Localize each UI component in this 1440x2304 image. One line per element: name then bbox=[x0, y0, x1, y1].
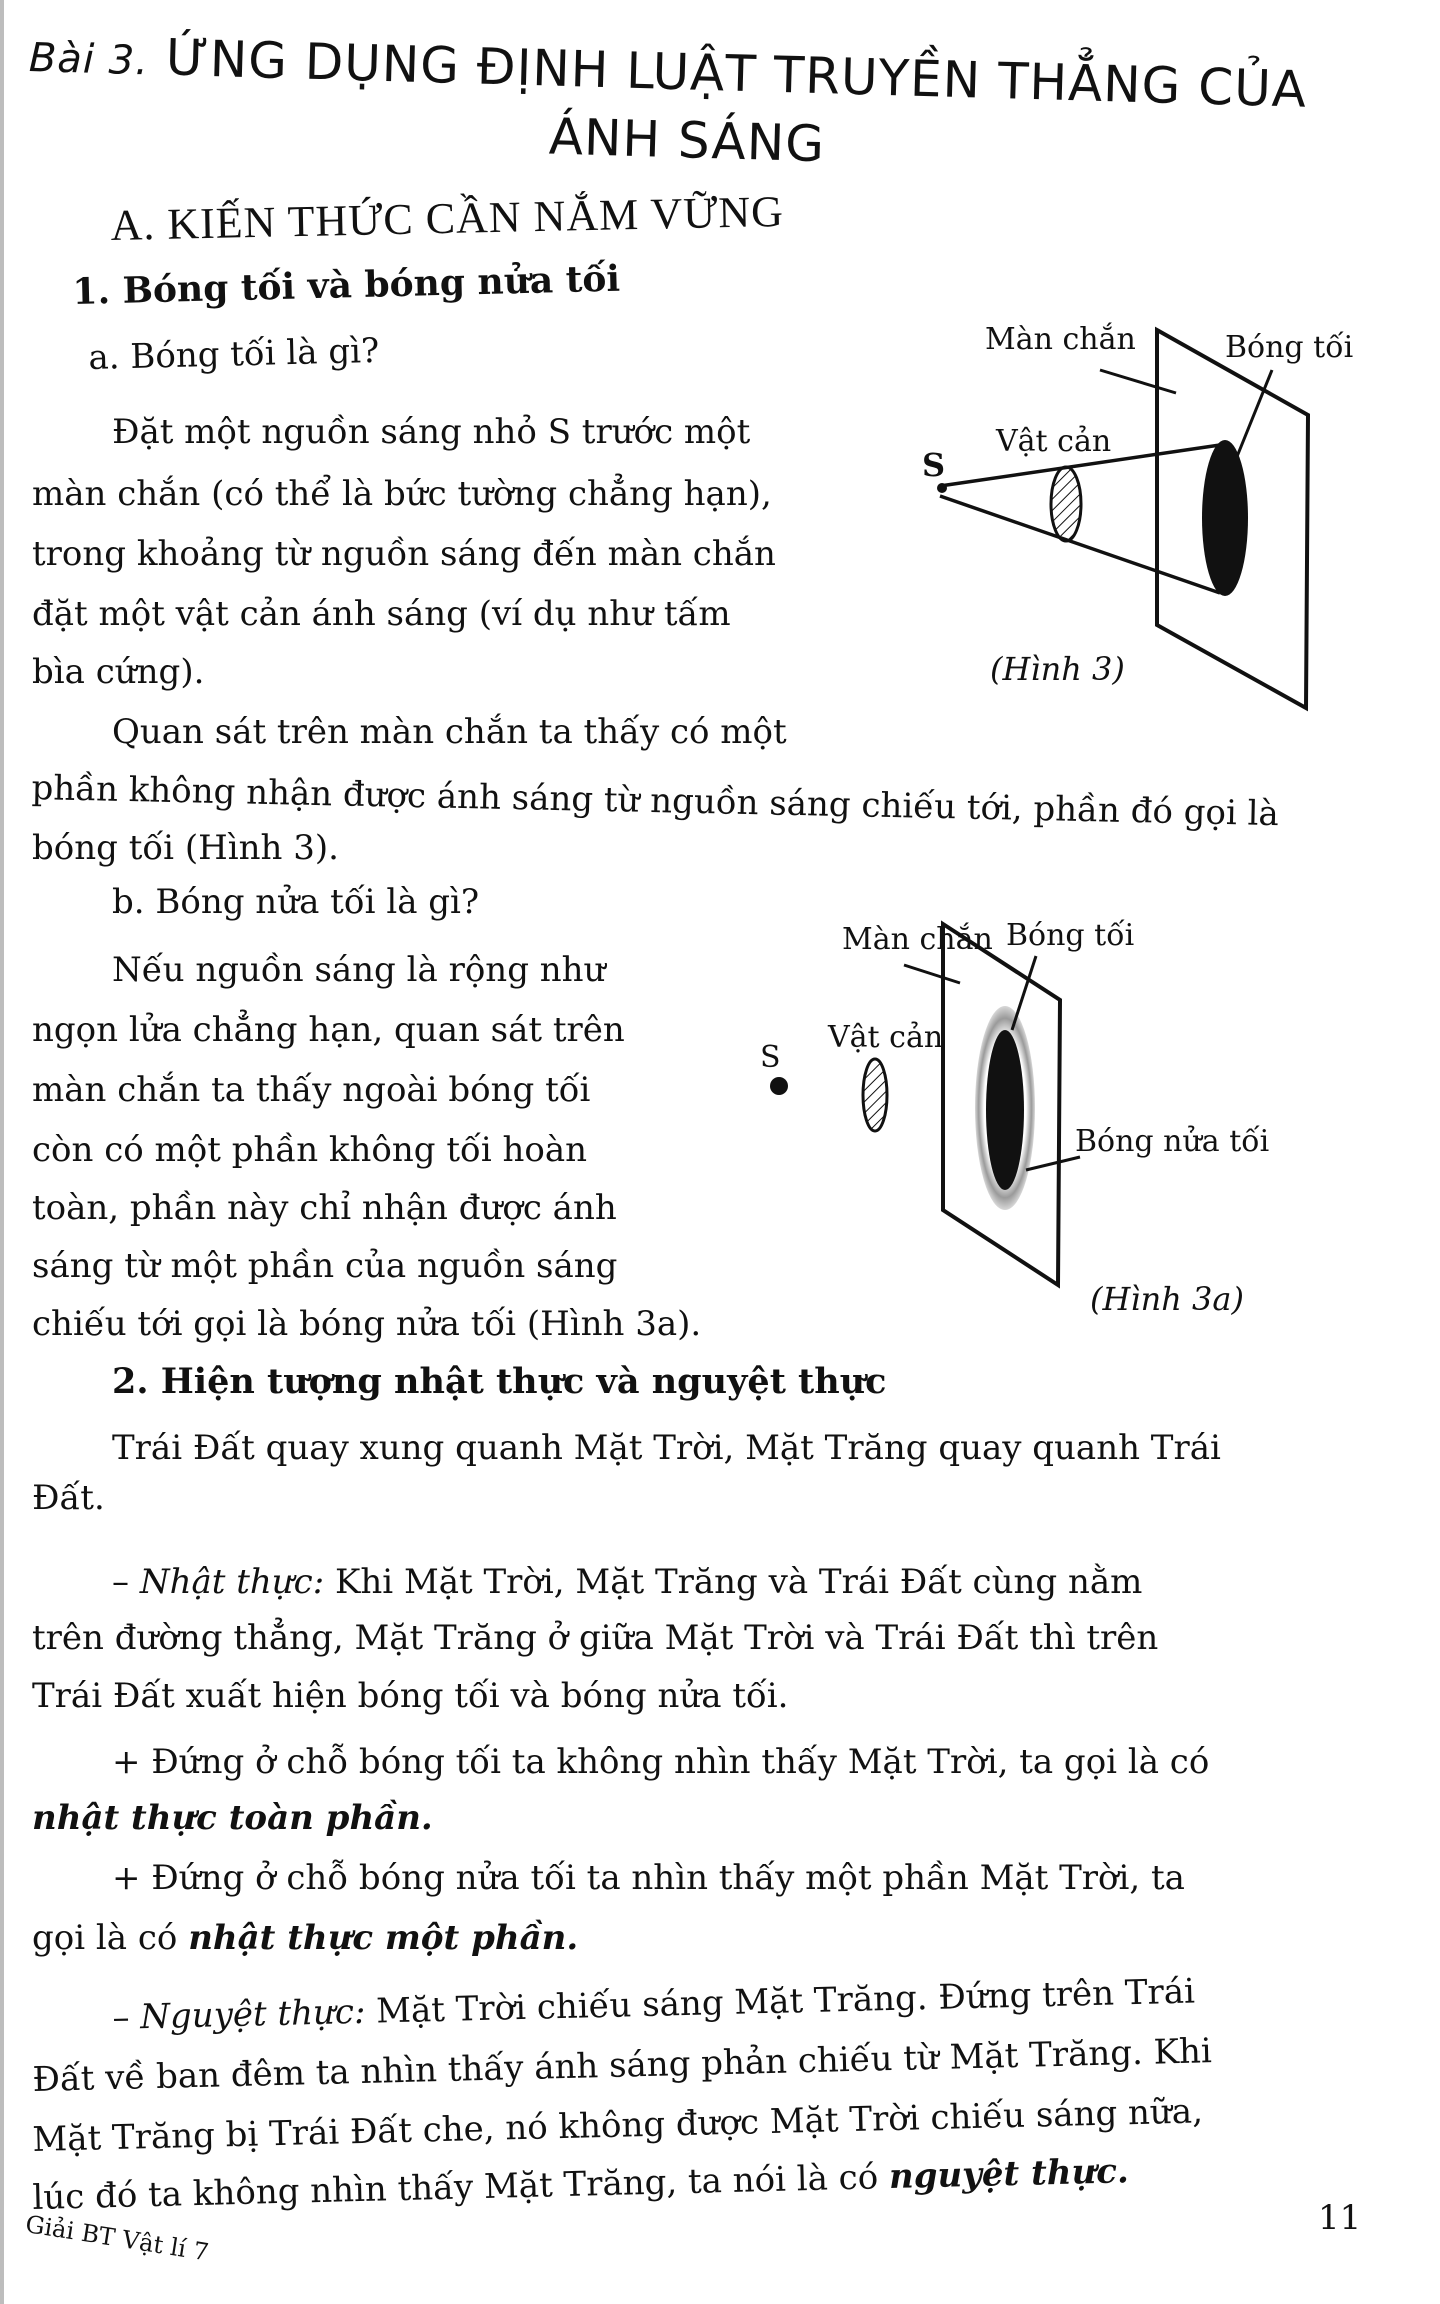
para-line: Trái Đất quay xung quanh Mặt Trời, Mặt Trăng quay quanh Trái bbox=[112, 1428, 1221, 1468]
para-line: Trái Đất xuất hiện bóng tối và bóng nửa tối. bbox=[32, 1676, 789, 1716]
para-line: – Nhật thực: Khi Mặt Trời, Mặt Trăng và Trái Đất cùng nằm bbox=[112, 1562, 1143, 1602]
para-line: sáng từ một phần của nguồn sáng bbox=[32, 1246, 618, 1286]
label-screen: Màn chắn bbox=[842, 922, 993, 957]
label-penumbra: Bóng nửa tối bbox=[1075, 1124, 1270, 1159]
question-a: a. Bóng tối là gì? bbox=[88, 330, 380, 378]
para-line: bìa cứng). bbox=[32, 652, 205, 692]
title-line-1: ỨNG DỤNG ĐỊNH LUẬT TRUYỀN THẲNG CỦA bbox=[165, 28, 1308, 119]
para-line: ngọn lửa chẳng hạn, quan sát trên bbox=[32, 1010, 625, 1050]
term-total-eclipse: nhật thực toàn phần. bbox=[32, 1798, 433, 1838]
page-number: 11 bbox=[1318, 2198, 1362, 2238]
para-line: Đất về ban đêm ta nhìn thấy ánh sáng phản chiếu từ Mặt Trăng. Khi bbox=[32, 2031, 1213, 2100]
part2-heading: 2. Hiện tượng nhật thực và nguyệt thực bbox=[112, 1361, 887, 1402]
para-line: bóng tối (Hình 3). bbox=[32, 828, 339, 868]
label-obstacle: Vật cản bbox=[828, 1020, 944, 1055]
book-title-footer: Giải BT Vật lí 7 bbox=[23, 2210, 211, 2267]
para-line: Đất. bbox=[32, 1478, 105, 1518]
title-line-2: ÁNH SÁNG bbox=[548, 107, 826, 174]
figure-3-caption: (Hình 3) bbox=[990, 650, 1125, 688]
label-obstacle: Vật cản bbox=[996, 424, 1112, 459]
lesson-title bbox=[26, 22, 1409, 192]
para-line: màn chắn (có thể là bức tường chẳng hạn), bbox=[32, 474, 772, 514]
term-solar-eclipse: Nhật thực: bbox=[139, 1562, 325, 1602]
term-lunar-eclipse-end: nguyệt thực. bbox=[888, 2151, 1130, 2198]
term-partial-eclipse: nhật thực một phần. bbox=[188, 1918, 579, 1958]
label-umbra: Bóng tối bbox=[1225, 330, 1354, 365]
para-line: màn chắn ta thấy ngoài bóng tối bbox=[32, 1070, 591, 1110]
para-line: Nếu nguồn sáng là rộng như bbox=[112, 950, 606, 990]
para-line: phần không nhận được ánh sáng từ nguồn sáng chiếu tới, phần đó gọi là bbox=[31, 768, 1280, 835]
para-line: lúc đó ta không nhìn thấy Mặt Trăng, ta nói là có nguyệt thực. bbox=[32, 2151, 1130, 2218]
lesson-number: Bài 3. bbox=[28, 34, 150, 85]
para-line: trong khoảng từ nguồn sáng đến màn chắn bbox=[32, 534, 776, 574]
figure-3-drawing bbox=[900, 300, 1440, 750]
page-edge bbox=[0, 0, 4, 2304]
para-line: đặt một vật cản ánh sáng (ví dụ như tấm bbox=[32, 594, 731, 634]
para-line: còn có một phần không tối hoàn bbox=[32, 1130, 588, 1170]
para-line: gọi là có nhật thực một phần. bbox=[32, 1918, 579, 1958]
para-line: trên đường thẳng, Mặt Trăng ở giữa Mặt Trời và Trái Đất thì trên bbox=[32, 1618, 1159, 1658]
figure-3a-caption: (Hình 3a) bbox=[1090, 1280, 1244, 1318]
question-b: b. Bóng nửa tối là gì? bbox=[112, 882, 480, 922]
section-heading-a: A. KIẾN THỨC CẦN NẮM VỮNG bbox=[110, 186, 785, 250]
para-line: – Nguyệt thực: Mặt Trời chiếu sáng Mặt Trăng. Đứng trên Trái bbox=[112, 1971, 1196, 2038]
term-lunar-eclipse: Nguyệt thực: bbox=[139, 1991, 366, 2038]
para-line: + Đứng ở chỗ bóng tối ta không nhìn thấy Mặt Trời, ta gọi là có bbox=[112, 1742, 1210, 1782]
para-line: chiếu tới gọi là bóng nửa tối (Hình 3a). bbox=[32, 1304, 702, 1344]
label-screen: Màn chắn bbox=[985, 322, 1136, 357]
label-source: S bbox=[922, 446, 946, 484]
para-line: toàn, phần này chỉ nhận được ánh bbox=[32, 1188, 617, 1228]
part1-heading: 1. Bóng tối và bóng nửa tối bbox=[71, 257, 621, 313]
label-source: S bbox=[760, 1040, 781, 1075]
para-line: Quan sát trên màn chắn ta thấy có một bbox=[112, 712, 787, 752]
para-line: Đặt một nguồn sáng nhỏ S trước một bbox=[112, 412, 751, 452]
label-umbra: Bóng tối bbox=[1006, 918, 1135, 953]
para-line: + Đứng ở chỗ bóng nửa tối ta nhìn thấy một phần Mặt Trời, ta bbox=[112, 1858, 1185, 1898]
para-line: Mặt Trăng bị Trái Đất che, nó không được Mặt Trời chiếu sáng nữa, bbox=[32, 2091, 1204, 2160]
